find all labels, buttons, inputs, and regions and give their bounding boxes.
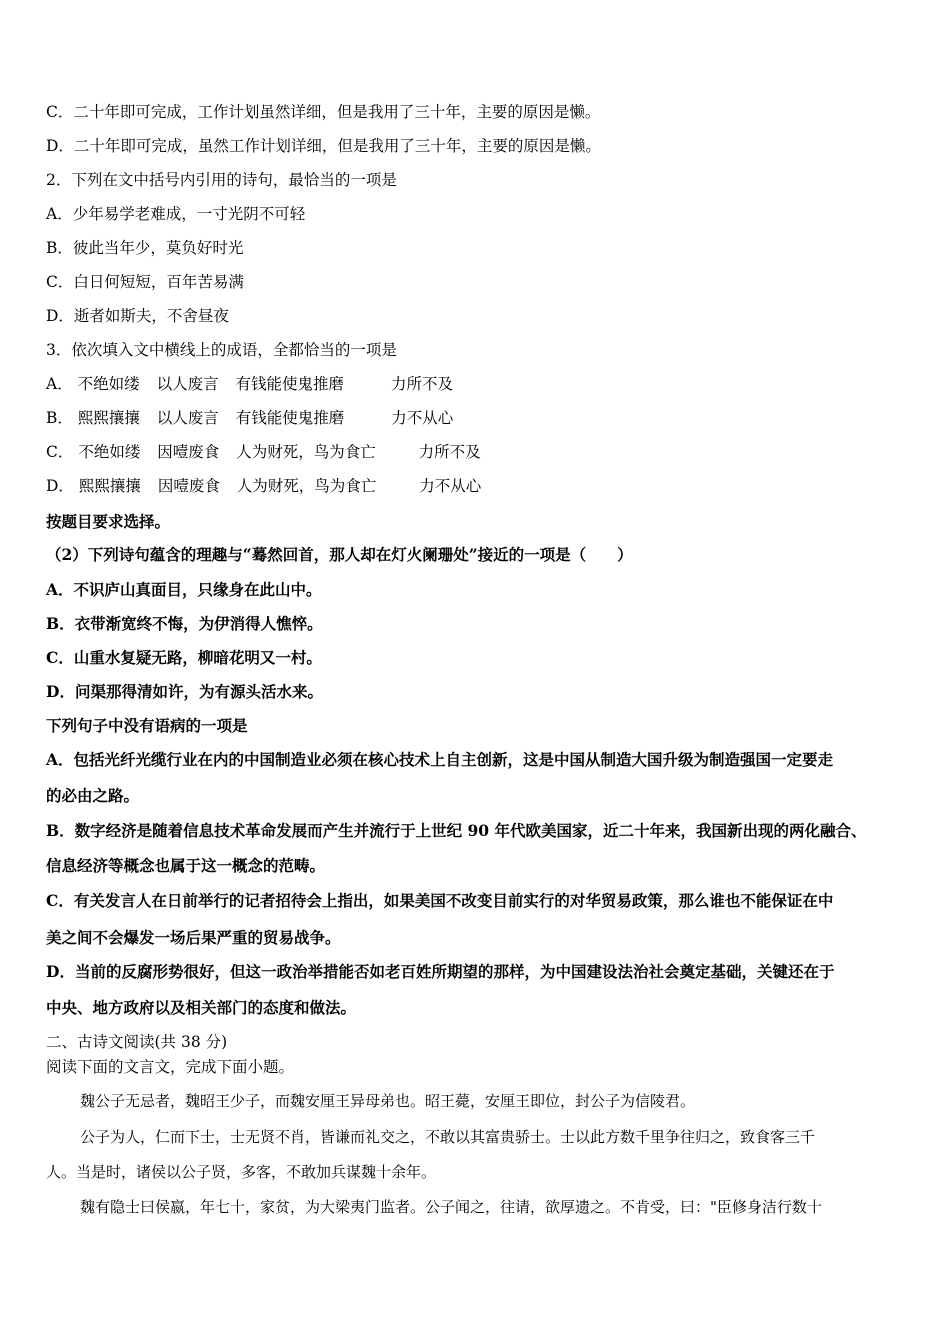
idiom-3: 人为财死，鸟为食亡 (236, 477, 377, 495)
poem-option-b: B．衣带渐宽终不悔，为伊消得人憔悴。 (46, 614, 323, 633)
passage-paragraph-3: 魏有隐士曰侯嬴，年七十，家贫，为大梁夷门监者。公子闻之，往请，欲厚遗之。不肯受，曰："臣修身洁行数十 (80, 1198, 822, 1216)
q2-stem: 2．下列在文中括号内引用的诗句，最恰当的一项是 (46, 171, 397, 189)
idiom-1: 不绝如缕 (78, 443, 141, 461)
grammar-option-c-line1: C．有关发言人在日前举行的记者招待会上指出，如果美国不改变目前实行的对华贸易政策，那么谁也不能保证在中 (46, 891, 834, 910)
q1-option-d: D．二十年即可完成，虽然工作计划详细，但是我用了三十年，主要的原因是懒。 (46, 137, 601, 155)
section2-title: 二、古诗文阅读(共 38 分) (46, 1033, 228, 1051)
grammar-option-b-line1: B．数字经济是随着信息技术革命发展而产生并流行于上世纪 90 年代欧美国家，近二十年来，我国新出现的两化融合、 (46, 821, 867, 840)
grammar-option-b-line2: 信息经济等概念也属于这一概念的范畴。 (46, 856, 326, 875)
idiom-3: 人为财死，鸟为食亡 (236, 443, 376, 461)
section2-instruction: 阅读下面的文言文，完成下面小题。 (46, 1058, 295, 1076)
passage-paragraph-2-line2: 人。当是时，诸侯以公子贤，多客，不敢加兵谋魏十余年。 (46, 1163, 437, 1181)
select-heading: 按题目要求选择。 (46, 512, 171, 531)
q3-option-c (46, 442, 481, 462)
idiom-4: 力所不及 (418, 443, 481, 461)
poem-question-stem: （2）下列诗句蕴含的理趣与“蓦然回首，那人却在灯火阑珊处”接近的一项是（ ） (46, 545, 633, 564)
poem-option-d: D．问渠那得清如许，为有源头活水来。 (46, 682, 323, 701)
q2-option-c: C．白日何短短，百年苦易满 (46, 273, 244, 291)
option-label: A． (46, 375, 73, 393)
idiom-1: 熙熙攘攘 (78, 477, 141, 495)
q3-stem: 3．依次填入文中横线上的成语，全都恰当的一项是 (46, 341, 397, 359)
idiom-1: 熙熙攘攘 (77, 409, 140, 427)
idiom-4: 力不从心 (419, 477, 482, 495)
option-label: B． (46, 409, 73, 427)
option-label: C． (46, 443, 74, 461)
grammar-option-a-line2: 的必由之路。 (46, 786, 140, 805)
q1-option-c: C．二十年即可完成，工作计划虽然详细，但是我用了三十年，主要的原因是懒。 (46, 103, 601, 121)
grammar-option-d-line2: 中央、地方政府以及相关部门的态度和做法。 (46, 998, 357, 1017)
grammar-option-c-line2: 美之间不会爆发一场后果严重的贸易战争。 (46, 928, 341, 947)
idiom-1: 不绝如缕 (77, 375, 140, 393)
q2-option-d: D．逝者如斯夫，不舍昼夜 (46, 307, 229, 325)
idiom-2: 以人废言 (156, 409, 219, 427)
poem-option-a: A．不识庐山真面目，只缘身在此山中。 (46, 580, 322, 599)
idiom-2: 因噎废食 (157, 443, 220, 461)
passage-paragraph-1: 魏公子无忌者，魏昭王少子，而魏安厘王异母弟也。昭王薨，安厘王即位，封公子为信陵君。 (80, 1092, 696, 1110)
q3-option-b (46, 408, 453, 428)
q2-option-b: B．彼此当年少，莫负好时光 (46, 239, 244, 257)
option-label: D． (46, 477, 74, 495)
poem-option-c: C．山重水复疑无路，柳暗花明又一村。 (46, 648, 322, 667)
idiom-2: 因噎废食 (157, 477, 220, 495)
idiom-3: 有钱能使鬼推磨 (235, 409, 345, 427)
idiom-4: 力所不及 (391, 375, 454, 393)
q3-option-d (46, 476, 481, 496)
q3-option-a (46, 374, 453, 394)
idiom-4: 力不从心 (391, 409, 454, 427)
idiom-3: 有钱能使鬼推磨 (235, 375, 345, 393)
idiom-2: 以人废言 (156, 375, 219, 393)
grammar-option-a-line1: A．包括光纤光缆行业在内的中国制造业必须在核心技术上自主创新，这是中国从制造大国升级为制造强国一定要走 (46, 750, 834, 769)
passage-paragraph-2-line1: 公子为人，仁而下士，士无贤不肖，皆谦而礼交之，不敢以其富贵骄士。士以此方数千里争往归之，致食客三千 (80, 1128, 816, 1146)
grammar-question-stem: 下列句子中没有语病的一项是 (46, 716, 248, 735)
q2-option-a: A．少年易学老难成，一寸光阴不可轻 (46, 205, 306, 223)
grammar-option-d-line1: D．当前的反腐形势很好，但这一政治举措能否如老百姓所期望的那样，为中国建设法治社会奠定基础，关键还在于 (46, 962, 835, 981)
